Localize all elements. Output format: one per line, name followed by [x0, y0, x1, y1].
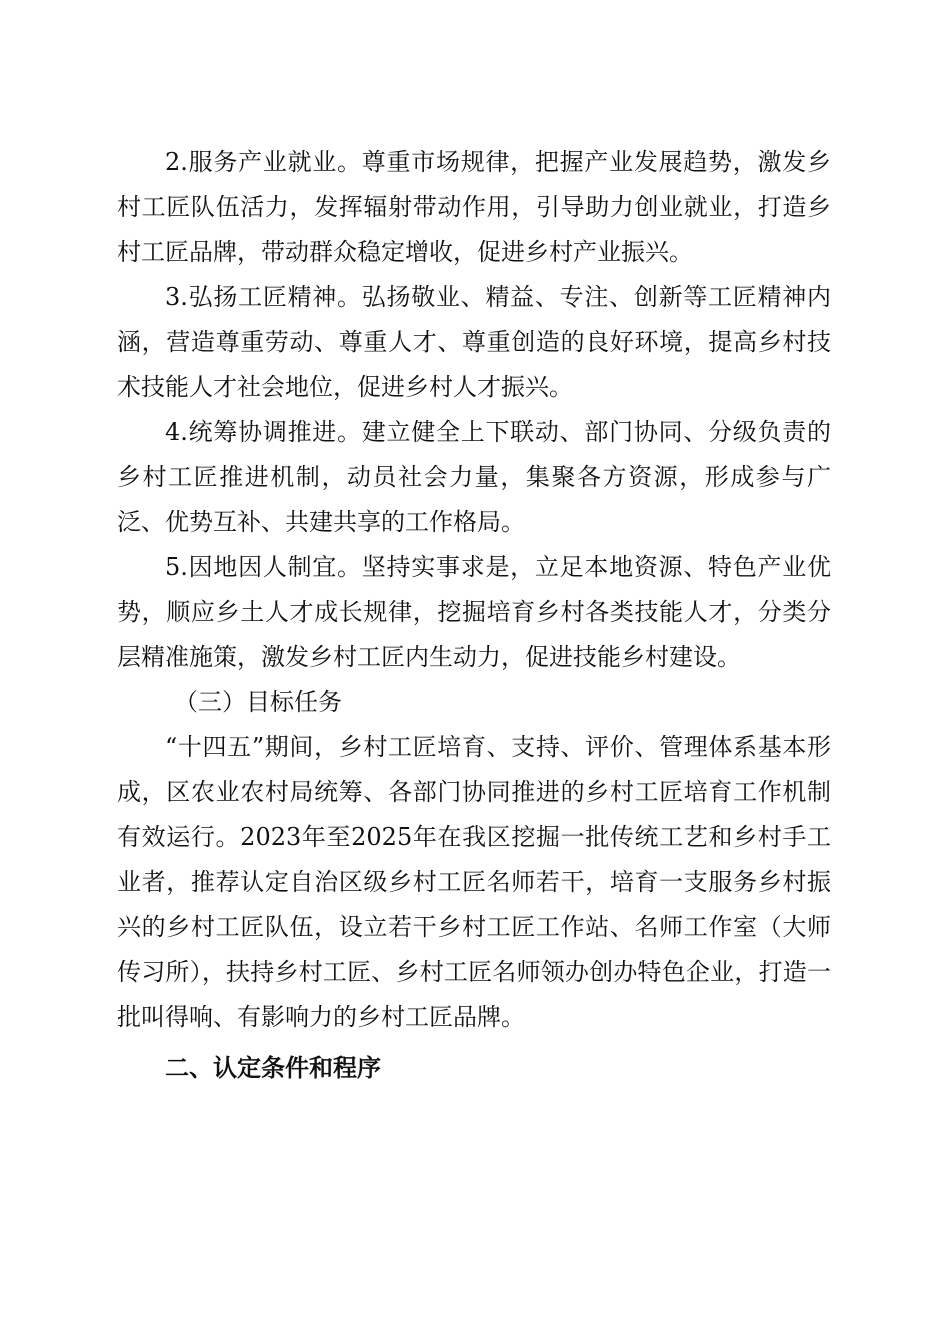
paragraph-coordinated-promotion: 4.统筹协调推进。建立健全上下联动、部门协同、分级负责的乡村工匠推进机制，动员社会力量，集聚各方资源，形成参与广泛、优势互补、共建共享的工作格局。 [117, 418, 831, 536]
section-heading-conditions-procedures: 二、认定条件和程序 [165, 1054, 381, 1082]
paragraph-goals: “十四五”期间，乡村工匠培育、支持、评价、管理体系基本形成，区农业农村局统筹、各部门协同推进的乡村工匠培育工作机制有效运行。2023年至2025年在我区挖掘一批传统工艺和乡村手工业者，推荐认定自治区级乡村工匠名师若干，培育一支服务乡村振兴的乡村工匠队伍，设立若干乡村工匠工作站、名师工作室（大师传习所），扶持乡村工匠、乡村工匠名师领办创办特色企业，打造一批叫得响、有影响力的乡村工匠品牌。 [117, 733, 831, 1031]
paragraph-service-industry-employment: 2.服务产业就业。尊重市场规律，把握产业发展趋势，激发乡村工匠队伍活力，发挥辐射带动作用，引导助力创业就业，打造乡村工匠品牌，带动群众稳定增收，促进乡村产业振兴。 [117, 148, 831, 266]
paragraph-craftsman-spirit: 3.弘扬工匠精神。弘扬敬业、精益、专注、创新等工匠精神内涵，营造尊重劳动、尊重人才、尊重创造的良好环境，提高乡村技术技能人才社会地位，促进乡村人才振兴。 [117, 283, 831, 401]
document-body [117, 140, 831, 1091]
paragraph-local-adaptation: 5.因地因人制宜。坚持实事求是，立足本地资源、特色产业优势，顺应乡土人才成长规律，挖掘培育乡村各类技能人才，分类分层精准施策，激发乡村工匠内生动力，促进技能乡村建设。 [117, 553, 831, 671]
subheading-goals-tasks: （三）目标任务 [174, 688, 342, 716]
